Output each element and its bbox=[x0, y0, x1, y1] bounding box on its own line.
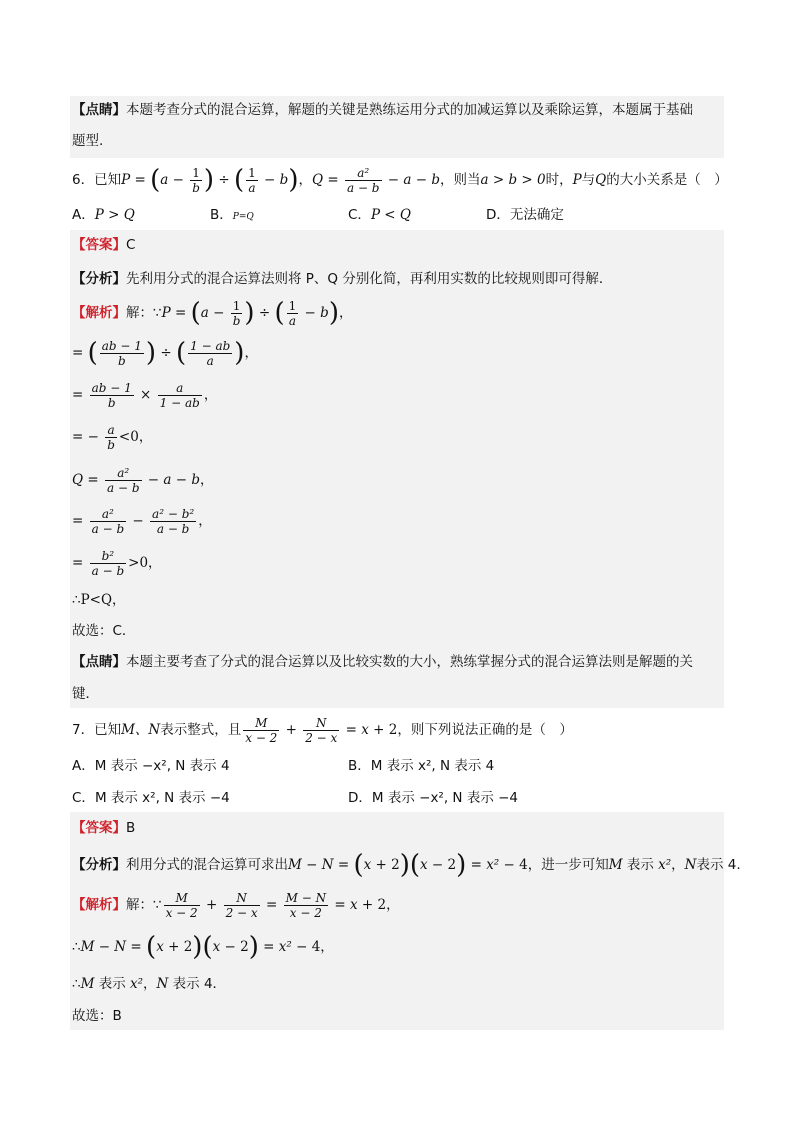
q6-solution-step-4: = − $\frac{a}{b}$ <0， bbox=[72, 422, 153, 452]
q6-solution-step-5: Q = $\frac{\text{a²}}{a - b}$ − a − b， bbox=[72, 465, 214, 495]
q6-stem: 6．已知P = (a − $\frac{1}{b}$ ) ÷ ( $\frac{1}{a}$ − b)，Q = $\frac{\text{a²}}{a - b}$ − a − b，则当a > b > 0时，P与Q的大小关系是（ ） bbox=[72, 165, 728, 195]
analysis-tag: 【分析】 bbox=[72, 857, 126, 873]
q7-stem-text: 表示整式，且 bbox=[160, 722, 242, 738]
q6-tail: 与 bbox=[581, 172, 596, 188]
q7-conclusion-text: 表示 4． bbox=[172, 976, 227, 992]
q7-stem-tail: ，则下列说法正确的是（ ） bbox=[397, 722, 573, 738]
q6-q: Q bbox=[311, 172, 324, 188]
q7-analysis-post: ，进一步可知 bbox=[527, 857, 609, 873]
q7-analysis: 【分析】利用分式的混合运算可求出M − N = (x + 2)(x − 2) = x² − 4，进一步可知M 表示 x²，N表示 4. bbox=[72, 850, 741, 880]
q7-solution-step-1: 【解析】解：∵ $\frac{M}{x - 2}$ + $\frac{N}{2 - x}$ = $\frac{M - N}{x - 2}$ = x + 2， bbox=[72, 890, 400, 920]
q7-solution-step-2: ∴M − N = (x + 2)(x − 2) = x² − 4， bbox=[72, 932, 334, 962]
q6-solution-step-2: = ( $\frac{ab - 1}{b}$ ) ÷ ( $\frac{1 - ab}{a}$ )， bbox=[72, 338, 258, 368]
q6-cond-post: 时， bbox=[545, 172, 573, 188]
q5-note-text-2: 题型. bbox=[72, 133, 104, 149]
q6-option-b: B．P=Q bbox=[210, 207, 254, 223]
q5-note-tag: 【点睛】 bbox=[72, 102, 126, 118]
q6-option-a: A．P > Q bbox=[72, 207, 135, 223]
q6-note-text-2: 键． bbox=[72, 686, 99, 702]
q6-note-line-1 bbox=[72, 652, 722, 672]
q7-analysis-pre: 利用分式的混合运算可求出 bbox=[126, 857, 288, 873]
q7-stem-mn: M、N bbox=[121, 722, 161, 738]
q6-choice-text: 故选：C． bbox=[72, 623, 136, 639]
q6-note-text: 本题主要考查了分式的混合运算以及比较实数的大小，熟练掌握分式的混合运算法则是解题的关 bbox=[126, 654, 693, 670]
q6-analysis bbox=[72, 269, 722, 289]
q5-note-line-1 bbox=[72, 100, 722, 120]
answer-tag: 【答案】 bbox=[72, 237, 126, 253]
q7-analysis-end: 表示 4. bbox=[696, 857, 741, 873]
q6-cond-pre: ，则当 bbox=[440, 172, 481, 188]
q6-option-d: D．无法确定 bbox=[486, 207, 564, 223]
q6-number: 6．已知 bbox=[72, 172, 122, 188]
q6-answer-value: C bbox=[126, 237, 136, 253]
q6-option-c: C．P < Q bbox=[348, 207, 411, 223]
q6-note-line-2 bbox=[72, 684, 722, 704]
q6-analysis-text: 先利用分式的混合运算法则将 P、Q 分别化简，再利用实数的比较规则即可得解． bbox=[126, 271, 613, 287]
q7-choice-text: 故选：B bbox=[72, 1008, 122, 1024]
q7-solution-pre: 解：∵ bbox=[126, 897, 162, 913]
answer-tag: 【答案】 bbox=[72, 820, 126, 836]
q7-choice bbox=[72, 1006, 722, 1026]
q7-option-d: D．M 表示 −x², N 表示 −4 bbox=[348, 790, 519, 806]
q6-solution-step-1: 【解析】解：∵P = (a − $\frac{1}{b}$ ) ÷ ( $\frac{1}{a}$ − b)， bbox=[72, 298, 353, 328]
q7-stem: 7．已知M、N表示整式，且 $\frac{M}{x - 2}$ + $\frac{N}{2 - x}$ = x + 2，则下列说法正确的是（ ） bbox=[72, 715, 573, 745]
solution-tag: 【解析】 bbox=[72, 897, 126, 913]
q6-conclusion bbox=[72, 590, 722, 610]
q6-choice bbox=[72, 621, 722, 641]
q7-option-c: C．M 表示 x², N 表示 −4 bbox=[72, 790, 230, 806]
q7-answer-value: B bbox=[126, 820, 136, 836]
q7-conclusion: ∴M 表示 x²，N 表示 4． bbox=[72, 976, 227, 992]
q6-p: P bbox=[121, 172, 131, 188]
q7-answer bbox=[72, 818, 722, 838]
q6-p-ref: P bbox=[572, 172, 582, 188]
note-tag: 【点睛】 bbox=[72, 654, 126, 670]
q5-note-text: 本题考查分式的混合运算，解题的关键是熟练运用分式的加减运算以及乘除运算，本题属于基础 bbox=[126, 102, 693, 118]
q6-solution-step-3: = $\frac{ab - 1}{b}$ × $\frac{a}{1 - ab}$ ， bbox=[72, 380, 218, 410]
q6-tail-2: 的大小关系是（ ） bbox=[606, 172, 728, 188]
q6-solution-step-7: = $\frac{\text{b²}}{a - b}$ >0， bbox=[72, 548, 162, 578]
q7-number: 7．已知 bbox=[72, 722, 122, 738]
q7-option-a: A．M 表示 −x², N 表示 4 bbox=[72, 758, 230, 774]
q7-option-b: B．M 表示 x², N 表示 4 bbox=[348, 758, 495, 774]
q6-solution-step-6: = $\frac{\text{a²}}{a - b}$ − $\frac{\text{a² − b²}}{a - b}$ ， bbox=[72, 506, 212, 536]
analysis-tag: 【分析】 bbox=[72, 271, 126, 287]
solution-tag: 【解析】 bbox=[72, 305, 126, 321]
q6-conclusion-text: ∴P<Q， bbox=[72, 592, 126, 608]
q6-solution-pre: 解：∵ bbox=[126, 305, 162, 321]
q6-answer bbox=[72, 235, 722, 255]
q6-q-ref: Q bbox=[595, 172, 607, 188]
q6-condition: a > b > 0 bbox=[480, 172, 546, 188]
q5-note-line-2 bbox=[72, 131, 722, 151]
